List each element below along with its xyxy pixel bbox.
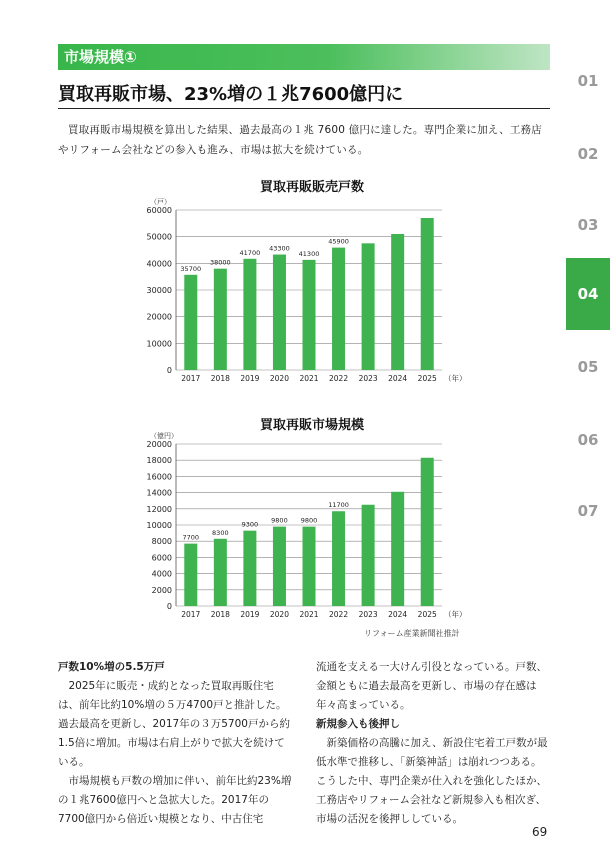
x-tick-label: 2024 [388, 374, 408, 383]
bar [184, 544, 197, 606]
x-tick-label: 2021 [299, 610, 319, 619]
bar [243, 531, 256, 606]
x-tick-label: 2022 [329, 374, 349, 383]
data-label: 41300 [298, 249, 320, 258]
bar [421, 218, 434, 370]
y-tick-label: 2000 [151, 585, 172, 595]
body-column-right [316, 658, 550, 829]
chapter-tab-04-active[interactable] [566, 258, 610, 330]
market-size-chart [130, 420, 467, 624]
y-tick-label: 4000 [151, 569, 172, 579]
page-number: 69 [532, 825, 548, 839]
x-axis-unit: （年） [444, 374, 467, 383]
x-tick-label: 2024 [388, 610, 408, 619]
section-tag: 市場規模① [58, 44, 550, 70]
y-axis-unit: （戸） [150, 198, 171, 206]
source-note: リフォーム産業新聞社推計 [364, 629, 460, 638]
y-tick-label: 50000 [146, 232, 172, 242]
data-label: 38000 [209, 258, 231, 267]
x-tick-label: 2018 [210, 374, 230, 383]
bar [273, 527, 286, 606]
y-tick-label: 18000 [146, 456, 172, 466]
bar [273, 255, 286, 370]
x-tick-label: 2019 [240, 374, 260, 383]
chapter-tab-06[interactable]: 06 [577, 431, 599, 449]
y-tick-label: 30000 [146, 286, 172, 295]
y-tick-label: 40000 [146, 259, 172, 269]
body-column-left [58, 658, 292, 829]
chart-title-units: 買取再販販売戸数 [259, 180, 364, 195]
x-tick-label: 2022 [329, 610, 349, 619]
body-paragraph: 流通を支える一大けん引役となっている。戸数、金額ともに過去最高を更新し、市場の存在感は年々高まっている。 [316, 661, 547, 711]
x-tick-label: 2025 [417, 374, 437, 383]
data-label: 11700 [328, 501, 349, 510]
chapter-tab-05[interactable]: 05 [577, 358, 599, 376]
chapter-tab-03[interactable]: 03 [577, 216, 599, 234]
subheading: 新規参入も後押し [316, 718, 400, 730]
units-sold-chart [130, 196, 467, 392]
x-tick-label: 2025 [417, 610, 437, 619]
y-tick-label: 60000 [146, 206, 172, 215]
body-paragraph: 市場規模も戸数の増加に伴い、前年比約23%増の１兆7600億円へと急拡大した。2017年の7700億円から倍近い規模となり、中古住宅 [58, 775, 292, 825]
data-label: 9800 [271, 516, 288, 525]
data-label: 7700 [182, 533, 200, 542]
x-tick-label: 2023 [358, 610, 378, 619]
y-tick-label: 20000 [146, 312, 172, 322]
data-label: 41700 [239, 248, 261, 257]
title-divider [58, 108, 550, 109]
chapter-tab-01[interactable]: 01 [577, 72, 599, 90]
y-tick-label: 0 [166, 602, 172, 611]
bar [184, 275, 197, 370]
bar [302, 527, 315, 606]
x-tick-label: 2020 [269, 374, 289, 383]
y-axis-unit: （億円） [150, 432, 178, 440]
x-axis-unit: （年） [444, 610, 467, 619]
y-tick-label: 14000 [146, 488, 172, 498]
body-paragraph: 新築価格の高騰に加え、新設住宅着工戸数が最低水準で推移し、「新築神話」は崩れつつある。こうした中、専門企業が仕入れを強化したほか、工務店やリフォーム会社など新規参入も相次ぎ、市場の活況を後押ししている。 [316, 737, 548, 825]
page-title: 買取再販市場、23%増の１兆7600億円に [58, 84, 404, 105]
bar [391, 234, 404, 370]
y-tick-label: 12000 [146, 504, 172, 514]
bar [214, 539, 227, 606]
data-label: 45900 [328, 237, 349, 246]
x-tick-label: 2019 [240, 610, 260, 619]
data-label: 8300 [212, 528, 229, 537]
y-tick-label: 16000 [146, 472, 172, 482]
x-tick-label: 2018 [210, 610, 230, 619]
lead-paragraph: 買取再販市場規模を算出した結果、過去最高の１兆 7600 億円に達した。専門企業に加え、工務店やリフォーム会社などの参入も進み、市場は拡大を続けている。 [58, 124, 542, 156]
chapter-tab-02[interactable]: 02 [577, 145, 599, 163]
chapter-tab-07[interactable]: 07 [577, 502, 599, 520]
data-label: 35700 [180, 264, 202, 273]
y-tick-label: 10000 [146, 521, 172, 530]
chapter-tab-label: 04 [577, 285, 599, 303]
x-tick-label: 2017 [181, 374, 201, 383]
bar [332, 248, 345, 370]
x-tick-label: 2023 [358, 374, 378, 383]
data-label: 9800 [300, 516, 318, 525]
y-tick-label: 10000 [146, 339, 172, 349]
y-tick-label: 8000 [151, 537, 172, 547]
data-label: 9300 [241, 520, 259, 529]
chart-title-market-size: 買取再販市場規模 [259, 418, 364, 433]
subheading: 戸数10%増の5.5万戸 [58, 661, 165, 673]
y-tick-label: 20000 [146, 440, 172, 449]
data-label: 43300 [269, 244, 290, 253]
bar [243, 259, 256, 370]
y-tick-label: 0 [166, 366, 172, 375]
y-tick-label: 6000 [151, 553, 172, 563]
bar [302, 260, 315, 370]
bar [214, 269, 227, 370]
x-tick-label: 2021 [299, 374, 319, 383]
bar [362, 505, 375, 606]
bar [332, 511, 345, 606]
x-tick-label: 2020 [269, 610, 289, 619]
bar [421, 458, 434, 606]
bar [362, 243, 375, 370]
body-paragraph: 2025年に販売・成約となった買取再販住宅は、前年比約10%増の５万4700戸と推計した。過去最高を更新し、2017年の３万5700戸から約1.5倍に増加。市場は右肩上がりで拡大を続けている。 [58, 680, 290, 768]
bar [391, 492, 404, 606]
x-tick-label: 2017 [181, 610, 201, 619]
